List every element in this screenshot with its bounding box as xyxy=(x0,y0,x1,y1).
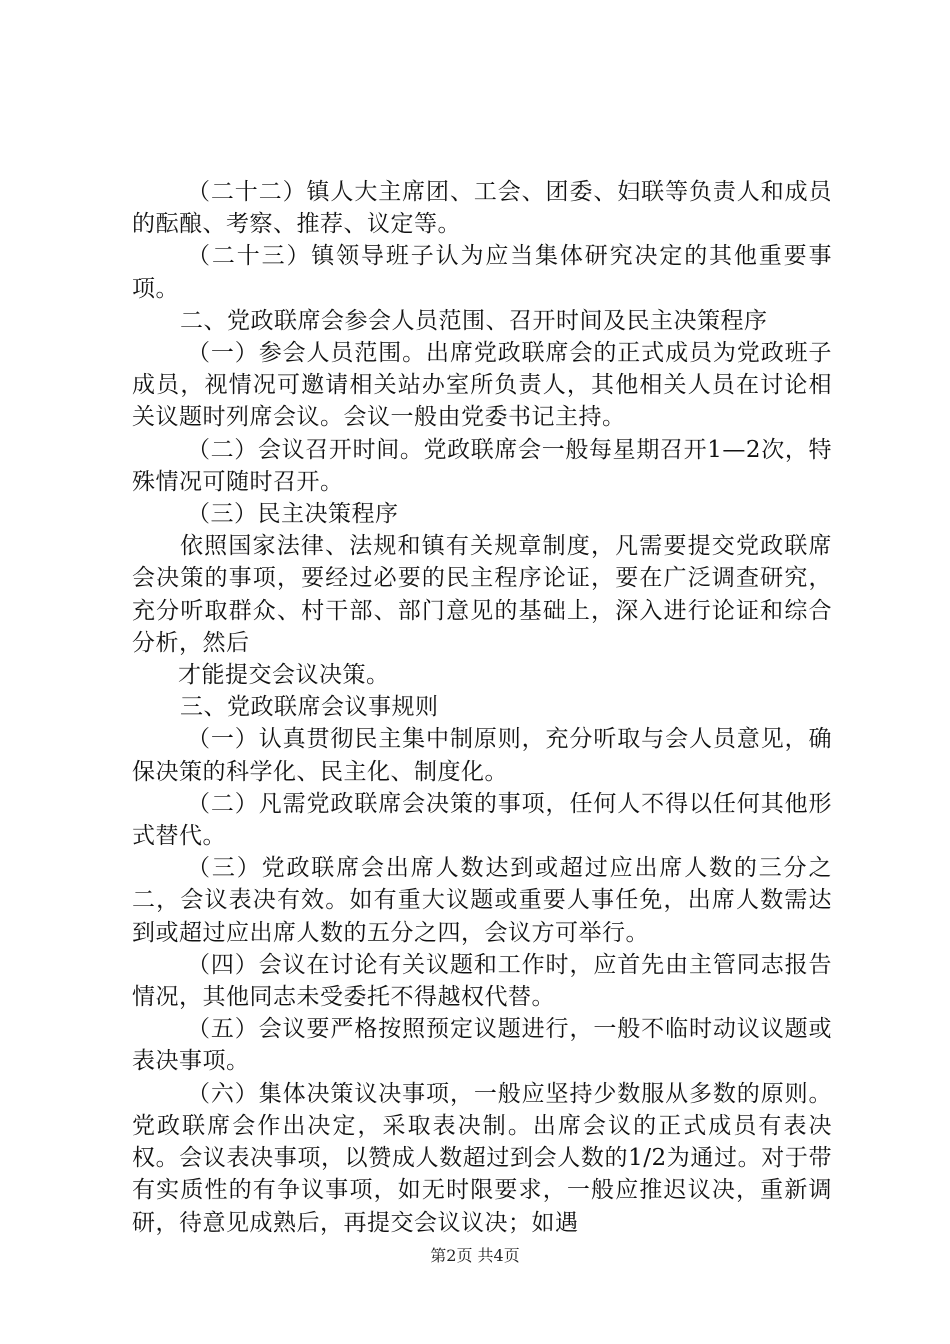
section-heading: 二、党政联席会参会人员范围、召开时间及民主决策程序 xyxy=(180,307,768,334)
paragraph: 才能提交会议决策。 xyxy=(178,662,390,689)
paragraph: （五）会议要严格按照预定议题进行，一般不临时动议议题或表决事项。 xyxy=(132,1016,832,1075)
paragraph: （二）会议召开时间。党政联席会一般每星期召开1—2次，特殊情况可随时召开。 xyxy=(132,436,832,495)
paragraph: （二十二）镇人大主席团、工会、团委、妇联等负责人和成员的酝酿、考察、推荐、议定等。 xyxy=(132,179,832,238)
subsection-heading: （三）民主决策程序 xyxy=(187,501,399,528)
paragraph: （一）认真贯彻民主集中制原则，充分听取与会人员意见，确保决策的科学化、民主化、制度化。 xyxy=(132,726,832,785)
paragraph: （六）集体决策议决事项，一般应坚持少数服从多数的原则。党政联席会作出决定，采取表决制。出席会议的正式成员有表决权。会议表决事项，以赞成人数超过到会人数的1/2为通过。对于带有实质性的有争议事项，如无时限要求，一般应推迟议决，重新调研，待意见成熟后，再提交会议议决；如遇 xyxy=(132,1080,832,1236)
paragraph: （四）会议在讨论有关议题和工作时，应首先由主管同志报告情况，其他同志未受委托不得越权代替。 xyxy=(132,951,832,1011)
page-number: 第2页 共4页 xyxy=(430,1246,520,1265)
paragraph: 依照国家法律、法规和镇有关规章制度，凡需要提交党政联席会决策的事项，要经过必要的民主程序论证，要在广泛调查研究，充分听取群众、村干部、部门意见的基础上，深入进行论证和综合分析，然后 xyxy=(132,533,832,656)
document-body xyxy=(132,176,832,1239)
paragraph: （三）党政联席会出席人数达到或超过应出席人数的三分之二，会议表决有效。如有重大议题或重要人事任免，出席人数需达到或超过应出席人数的五分之四，会议方可举行。 xyxy=(132,855,832,946)
paragraph: （一）参会人员范围。出席党政联席会的正式成员为党政班子成员，视情况可邀请相关站办室所负责人，其他相关人员在讨论相关议题时列席会议。会议一般由党委书记主持。 xyxy=(132,340,832,431)
paragraph: （二十三）镇领导班子认为应当集体研究决定的其他重要事项。 xyxy=(132,243,832,302)
paragraph: （二）凡需党政联席会决策的事项，任何人不得以任何其他形式替代。 xyxy=(132,790,832,850)
section-heading: 三、党政联席会议事规则 xyxy=(180,694,439,721)
